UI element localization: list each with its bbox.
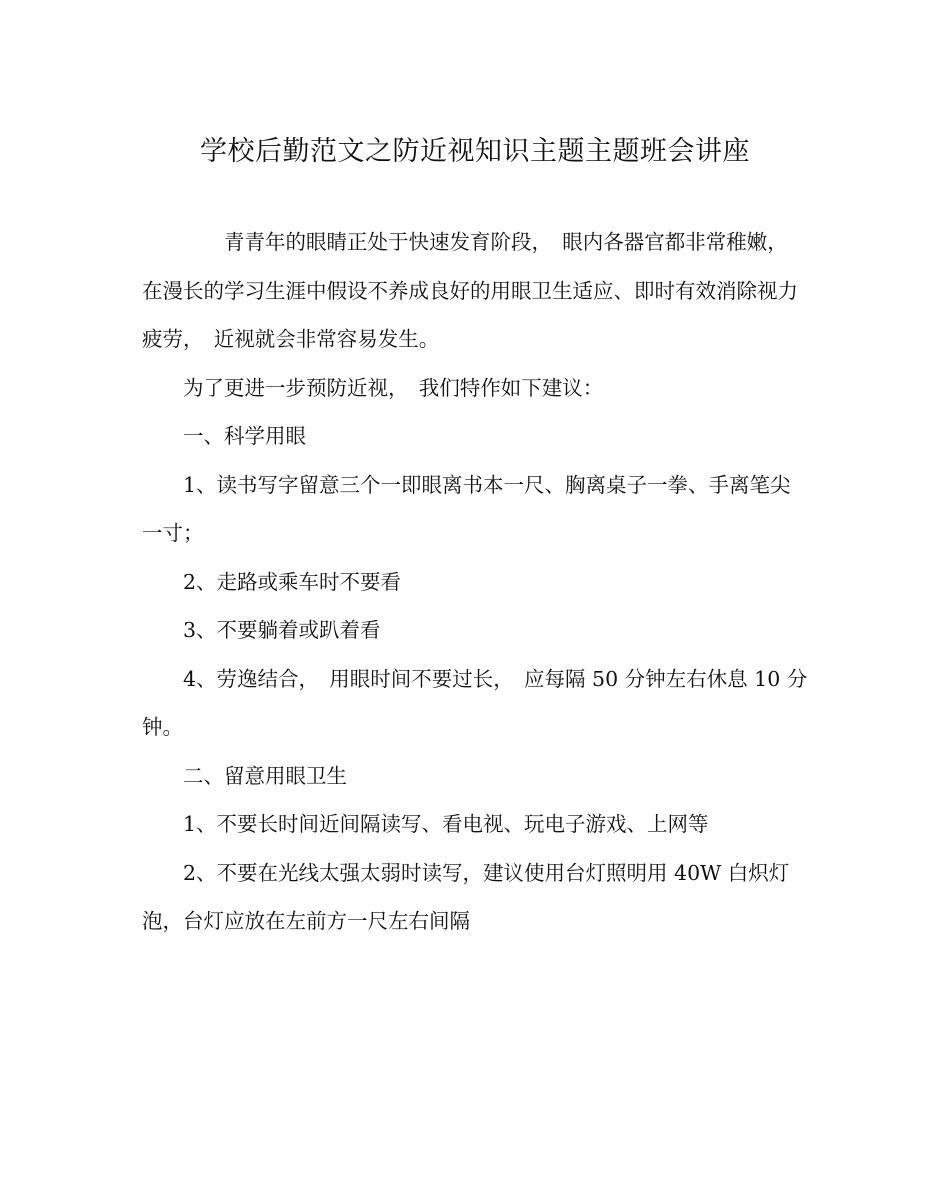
section-heading-eye-hygiene: 二、留意用眼卫生 (183, 763, 347, 788)
section-heading-scientific-eye-use: 一、科学用眼 (183, 424, 306, 448)
list-item-close-distance: 1、不要长时间近间隔读写、看电视、玩电子游戏、上网等 (183, 812, 709, 836)
list-item-lying-reading: 3、不要躺着或趴着看 (183, 618, 381, 642)
list-item-rest-interval: 4、劳逸结合， 用眼时间不要过长， 应每隔 50 分钟左右休息 10 分钟。 (142, 666, 808, 739)
list-item-lighting: 2、不要在光线太强太弱时读写，建议使用台灯照明用 40W 白炽灯泡，台灯应放在左前方一尺左右间隔 (142, 860, 790, 933)
list-item-walking-riding: 2、走路或乘车时不要看 (183, 569, 402, 594)
paragraph-suggestion-intro: 为了更进一步预防近视， 我们特作如下建议： (183, 375, 604, 400)
document-body (142, 218, 810, 946)
paragraph-intro: 青青年的眼睛正处于快速发育阶段， 眼内各器官都非常稚嫩， 在漫长的学习生涯中假设不养成良好的用眼卫生适应、即时有效消除视力疲劳， 近视就会非常容易发生。 (142, 230, 798, 351)
document-title: 学校后勤范文之防近视知识主题主题班会讲座 (200, 136, 750, 167)
list-item-reading-posture: 1、读书写字留意三个一即眼离书本一尺、胸离桌子一拳、手离笔尖一寸； (142, 472, 791, 545)
